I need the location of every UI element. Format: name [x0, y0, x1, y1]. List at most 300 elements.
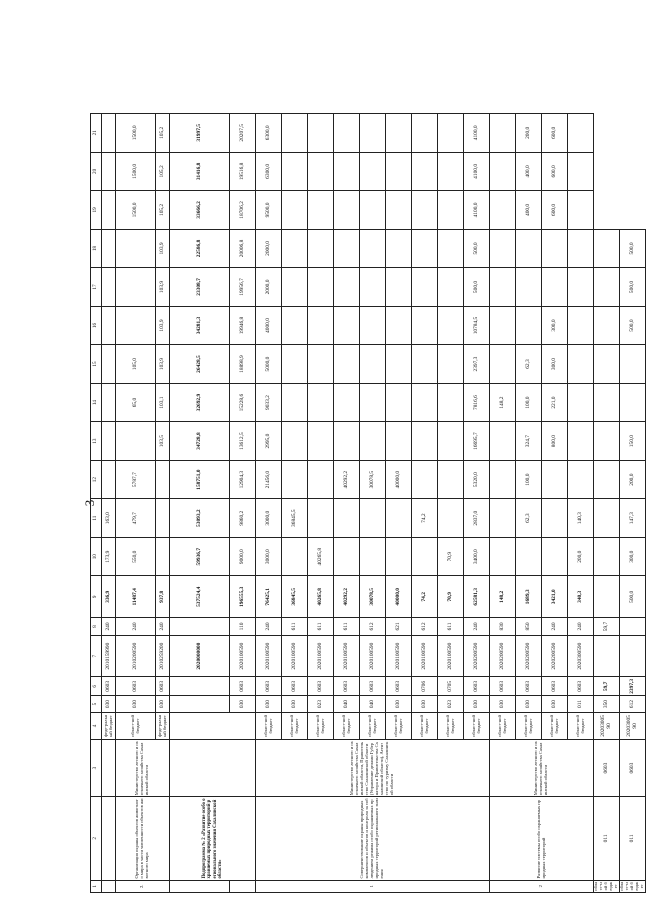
header-cell: 21 — [91, 114, 102, 153]
year-amount-col-13 — [490, 422, 516, 461]
year-amount-col-14 — [594, 499, 620, 538]
year-amount-col-17 — [620, 383, 646, 422]
funding-source: област-ной бюджет — [619, 881, 644, 891]
year-amount-col-15: 26428,5 — [170, 345, 230, 384]
year-amount-col-12 — [594, 576, 620, 618]
code-expense-type: 611 — [334, 618, 360, 636]
year-amount-col-10: 59936,7 — [170, 537, 230, 576]
year-amount-col-16 — [490, 306, 516, 345]
year-amount-col-11: 9860,2 — [230, 499, 256, 538]
year-amount-col-14: 7816,6 — [464, 383, 490, 422]
year-amount-col-12 — [412, 460, 438, 499]
year-amount-col-20: 4100,0 — [464, 152, 490, 191]
year-amount-col-13 — [308, 422, 334, 461]
year-amount-col-16 — [594, 422, 620, 461]
year-amount-col-17: 19956,7 — [230, 268, 256, 307]
year-amount-col-15 — [438, 345, 464, 384]
year-amount-col-16 — [360, 306, 386, 345]
year-amount-col-18 — [620, 345, 646, 384]
year-amount-col-15: 18898,9 — [230, 345, 256, 384]
year-amount-col-19 — [412, 191, 438, 230]
total-amount: 11487,4 — [116, 576, 156, 618]
year-amount-col-21: 1500,0 — [116, 114, 156, 153]
funding-source: област-ной бюджет — [568, 712, 594, 739]
year-amount-col-17: 500,0 — [464, 268, 490, 307]
funding-source: област-ной бюджет — [256, 712, 282, 739]
code-grbs: 030 — [412, 696, 438, 713]
year-amount-col-11 — [156, 499, 170, 538]
total-amount: 2397,3 — [620, 677, 646, 696]
year-amount-col-15 — [102, 345, 116, 384]
year-amount-col-10: 70,9 — [438, 537, 464, 576]
total-amount: 40292,2 — [334, 576, 360, 618]
year-amount-col-11: 74,2 — [412, 499, 438, 538]
year-amount-col-21 — [594, 229, 620, 268]
code-grbs: 030 — [230, 696, 256, 713]
code-section: 0603 — [116, 677, 156, 696]
year-amount-col-21 — [568, 114, 594, 153]
year-amount-col-11: 163,0 — [102, 499, 116, 538]
year-amount-col-16: 19946,8 — [230, 306, 256, 345]
year-amount-col-12 — [542, 460, 568, 499]
total-amount: 74,2 — [412, 576, 438, 618]
year-amount-col-10 — [282, 537, 308, 576]
year-amount-col-13 — [116, 422, 156, 461]
row-number: 1 — [256, 880, 490, 892]
header-cell: 3 — [91, 739, 102, 796]
year-amount-col-13: 300,0 — [620, 537, 646, 576]
year-amount-col-15 — [334, 345, 360, 384]
header-cell: 7 — [91, 635, 102, 677]
year-amount-col-17 — [568, 268, 594, 307]
year-amount-col-16 — [438, 306, 464, 345]
year-amount-col-21 — [386, 114, 412, 153]
year-amount-col-21 — [360, 114, 386, 153]
year-amount-col-11: 62,3 — [516, 499, 542, 538]
year-amount-col-18 — [542, 229, 568, 268]
code-section: 0603 — [360, 677, 386, 696]
code-grbs: 011 — [568, 696, 594, 713]
code-section: 0603 — [308, 677, 334, 696]
total-amount: 937,8 — [156, 576, 170, 618]
header-cell: 19 — [91, 191, 102, 230]
year-amount-col-13 — [412, 422, 438, 461]
year-amount-col-15 — [594, 460, 620, 499]
year-amount-col-10 — [620, 635, 646, 677]
funding-source: област-ной бюджет — [386, 712, 412, 739]
year-amount-col-11: 3000,0 — [256, 499, 282, 538]
year-amount-col-19 — [386, 191, 412, 230]
year-amount-col-16: 103,9 — [156, 306, 170, 345]
year-amount-col-17: 2000,0 — [256, 268, 282, 307]
responsible-party: Министерство лесного и охотничьего хозяйства Сахалинской области, Правительство Сахалинской области (Управление делами Губернатора и Правительства Сахалинской области), Агентство по туризму Сахалинской области — [256, 739, 490, 796]
year-amount-col-14 — [282, 383, 308, 422]
funding-source: област-ной бюджет — [593, 881, 618, 891]
year-amount-col-10 — [490, 537, 516, 576]
year-amount-col-17 — [334, 268, 360, 307]
year-amount-col-19: 600,0 — [542, 191, 568, 230]
year-amount-col-12: 5787,7 — [116, 460, 156, 499]
code-grbs: 030 — [464, 696, 490, 713]
funding-source: феде-ральный бюджет — [102, 712, 116, 739]
year-amount-col-16: 4000,0 — [256, 306, 282, 345]
year-amount-col-18 — [102, 229, 116, 268]
year-amount-col-20 — [102, 152, 116, 191]
year-amount-col-17 — [490, 268, 516, 307]
year-amount-col-21 — [438, 114, 464, 153]
activity-name — [102, 797, 116, 880]
code-grbs: 030 — [156, 696, 170, 713]
year-amount-col-12 — [308, 460, 334, 499]
year-amount-col-10 — [412, 537, 438, 576]
page-number: 3 — [82, 499, 97, 507]
year-amount-col-18 — [490, 229, 516, 268]
code-target: 2020300590 — [620, 712, 646, 739]
year-amount-col-13 — [438, 422, 464, 461]
year-amount-col-13 — [102, 422, 116, 461]
code-grbs: 030 — [490, 696, 516, 713]
year-amount-col-20 — [386, 152, 412, 191]
year-amount-col-11 — [620, 618, 646, 636]
header-cell: 5 — [91, 696, 102, 713]
funding-source: област-ной бюджет — [282, 712, 308, 739]
year-amount-col-10 — [594, 635, 620, 677]
year-amount-col-19: 1500,0 — [116, 191, 156, 230]
code-section: 0706 — [412, 677, 438, 696]
header-cell: 11 — [91, 499, 102, 538]
year-amount-col-18 — [438, 229, 464, 268]
code-target: 2020100590 — [308, 635, 334, 677]
code-expense-type: 240 — [542, 618, 568, 636]
year-amount-col-17 — [516, 268, 542, 307]
year-amount-col-12 — [282, 460, 308, 499]
row-number: 2. — [116, 880, 170, 892]
responsible-party — [102, 739, 116, 796]
year-amount-col-11: 59,7 — [594, 618, 620, 636]
total-amount: 336,9 — [102, 576, 116, 618]
code-expense-type: 110 — [230, 618, 256, 636]
year-amount-col-20: 6300,0 — [256, 152, 282, 191]
year-amount-col-20: 600,0 — [542, 152, 568, 191]
year-amount-col-20 — [360, 152, 386, 191]
code-target: 2020200590 — [464, 635, 490, 677]
year-amount-col-18 — [386, 229, 412, 268]
responsible-party — [170, 739, 256, 796]
code-target: 2020100590 — [360, 635, 386, 677]
code-grbs: 040 — [334, 696, 360, 713]
year-amount-col-14 — [412, 383, 438, 422]
year-amount-col-16: 150,0 — [620, 422, 646, 461]
code-expense-type: 621 — [386, 618, 412, 636]
year-amount-col-20: 31416,8 — [170, 152, 230, 191]
responsible-party: Министерство лесного и охотничьего хозяйства Сахалинской области — [116, 739, 170, 796]
year-amount-col-10: 9000,0 — [230, 537, 256, 576]
funding-source: феде-ральный бюджет — [156, 712, 170, 739]
code-section: 0705 — [438, 677, 464, 696]
budget-table — [90, 113, 646, 893]
year-amount-col-20 — [308, 152, 334, 191]
code-section: 0603 — [542, 677, 568, 696]
year-amount-col-17 — [102, 268, 116, 307]
year-amount-col-17 — [308, 268, 334, 307]
code-section — [170, 677, 230, 696]
total-amount: 59,7 — [594, 677, 620, 696]
year-amount-col-19: 33666,2 — [170, 191, 230, 230]
year-amount-col-12: 5320,0 — [464, 460, 490, 499]
year-amount-col-12: 158751,0 — [170, 460, 230, 499]
year-amount-col-12: 21456,0 — [256, 460, 282, 499]
year-amount-col-10 — [360, 537, 386, 576]
year-amount-col-17: 103,9 — [156, 268, 170, 307]
year-amount-col-14 — [102, 383, 116, 422]
year-amount-col-10: 550,0 — [116, 537, 156, 576]
total-amount: 340,3 — [568, 576, 594, 618]
year-amount-col-21: 4100,0 — [464, 114, 490, 153]
code-expense-type: 612 — [360, 618, 386, 636]
year-amount-col-13: 103,5 — [156, 422, 170, 461]
year-amount-col-21: 500,0 — [620, 229, 646, 268]
year-amount-col-18 — [594, 345, 620, 384]
code-grbs: 030 — [542, 696, 568, 713]
code-section: 0603 — [516, 677, 542, 696]
year-amount-col-10 — [156, 537, 170, 576]
header-cell: 20 — [91, 152, 102, 191]
code-expense-type: 611 — [438, 618, 464, 636]
header-cell: 16 — [91, 306, 102, 345]
year-amount-col-13 — [334, 422, 360, 461]
year-amount-col-15: 62,3 — [516, 345, 542, 384]
year-amount-col-17 — [594, 383, 620, 422]
year-amount-col-19 — [282, 191, 308, 230]
year-amount-col-19: 105,2 — [156, 191, 170, 230]
code-expense-type: 611 — [308, 618, 334, 636]
year-amount-col-19: 500,0 — [620, 306, 646, 345]
year-amount-col-12: 12904,3 — [230, 460, 256, 499]
year-amount-col-21 — [334, 114, 360, 153]
year-amount-col-14 — [334, 383, 360, 422]
header-cell: 12 — [91, 460, 102, 499]
header-cell: 4 — [91, 712, 102, 739]
code-section: 0603 — [386, 677, 412, 696]
year-amount-col-14: 147,3 — [620, 499, 646, 538]
header-row — [91, 114, 102, 893]
year-amount-col-12 — [490, 460, 516, 499]
year-amount-col-20 — [594, 268, 620, 307]
year-amount-col-11: 479,7 — [116, 499, 156, 538]
code-section: 0603 — [282, 677, 308, 696]
year-amount-col-19 — [568, 191, 594, 230]
year-amount-col-20 — [334, 152, 360, 191]
code-expense-type: 350 — [594, 696, 620, 713]
year-amount-col-11 — [360, 499, 386, 538]
year-amount-col-21 — [490, 114, 516, 153]
activity-name: Подпрограмма № 2 «Развитие особо охраняемых природных территорий регионального значения Сахалинской области» — [170, 797, 256, 880]
code-section: 0603 — [568, 677, 594, 696]
code-expense-type — [170, 618, 230, 636]
code-target: 2020100590 — [386, 635, 412, 677]
code-target: 2020200590 — [542, 635, 568, 677]
code-grbs: 030 — [256, 696, 282, 713]
header-cell: 13 — [91, 422, 102, 461]
header-cell: 2 — [91, 797, 102, 880]
total-amount: 196555,3 — [230, 576, 256, 618]
year-amount-col-13 — [282, 422, 308, 461]
year-amount-col-15: 5000,0 — [256, 345, 282, 384]
table-row — [102, 114, 116, 893]
year-amount-col-12 — [568, 460, 594, 499]
funding-source: област-ной бюджет — [412, 712, 438, 739]
year-amount-col-14: 148,2 — [490, 383, 516, 422]
code-expense-type: 240 — [256, 618, 282, 636]
year-amount-col-20 — [438, 152, 464, 191]
row-number — [102, 880, 116, 892]
table-row — [170, 114, 230, 893]
year-amount-col-14: 32692,9 — [170, 383, 230, 422]
responsible-party: Министерство лесного и охотничьего хозяйства Сахалинской области — [490, 739, 594, 796]
row-number — [170, 880, 230, 892]
code-section: 0603 — [256, 677, 282, 696]
year-amount-col-15: 105,0 — [116, 345, 156, 384]
year-amount-col-12: 500,0 — [620, 576, 646, 618]
year-amount-col-19 — [102, 191, 116, 230]
table-row — [256, 114, 282, 893]
year-amount-col-16 — [102, 306, 116, 345]
year-amount-col-13: 34728,8 — [170, 422, 230, 461]
year-amount-col-10: 173,9 — [102, 537, 116, 576]
year-amount-col-19 — [308, 191, 334, 230]
code-expense-type: 240 — [568, 618, 594, 636]
year-amount-col-11: 2837,0 — [464, 499, 490, 538]
year-amount-col-11: 140,3 — [568, 499, 594, 538]
year-amount-col-18: 20006,8 — [230, 229, 256, 268]
year-amount-col-15: 200,0 — [620, 460, 646, 499]
year-amount-col-21 — [102, 114, 116, 153]
year-amount-col-18 — [516, 229, 542, 268]
code-expense-type: 240 — [464, 618, 490, 636]
year-amount-col-21 — [282, 114, 308, 153]
funding-source: област-ной бюджет — [490, 712, 516, 739]
year-amount-col-14 — [568, 383, 594, 422]
funding-source — [170, 712, 256, 739]
table-row — [490, 114, 516, 893]
total-amount: 148,2 — [490, 576, 516, 618]
year-amount-col-18 — [360, 229, 386, 268]
year-amount-col-18: 22586,8 — [170, 229, 230, 268]
year-amount-col-21: 105,2 — [156, 114, 170, 153]
year-amount-col-14 — [386, 383, 412, 422]
year-amount-col-14: 15228,6 — [230, 383, 256, 422]
year-amount-col-15 — [490, 345, 516, 384]
total-amount: 1689,3 — [516, 576, 542, 618]
table-body — [91, 114, 646, 893]
code-expense-type: 830 — [490, 618, 516, 636]
code-section: 0603 — [464, 677, 490, 696]
year-amount-col-11 — [542, 499, 568, 538]
total-amount: 30078,5 — [360, 576, 386, 618]
funding-source: област-ной бюджет — [116, 712, 156, 739]
year-amount-col-19 — [490, 191, 516, 230]
year-amount-col-18: 500,0 — [464, 229, 490, 268]
year-amount-col-14: 9033,2 — [256, 383, 282, 422]
row-number — [230, 880, 256, 892]
code-grbs: 030 — [116, 696, 156, 713]
row-number: 2 — [490, 880, 594, 892]
year-amount-col-14 — [360, 383, 386, 422]
total-amount: 70,9 — [438, 576, 464, 618]
code-target: 2010200590 — [116, 635, 156, 677]
year-amount-col-12 — [156, 460, 170, 499]
year-amount-col-17: 23308,7 — [170, 268, 230, 307]
total-amount: 76425,1 — [256, 576, 282, 618]
year-amount-col-11: 36845,5 — [282, 499, 308, 538]
year-amount-col-20 — [568, 152, 594, 191]
funding-source: област-ной бюджет — [542, 712, 568, 739]
year-amount-col-10 — [386, 537, 412, 576]
year-amount-col-18 — [412, 229, 438, 268]
year-amount-col-12 — [102, 460, 116, 499]
year-amount-col-13: 324,7 — [516, 422, 542, 461]
code-section: 0603 — [620, 739, 646, 796]
year-amount-col-11 — [308, 499, 334, 538]
code-section: 0603 — [334, 677, 360, 696]
year-amount-col-16: 34281,3 — [170, 306, 230, 345]
year-amount-col-15 — [282, 345, 308, 384]
year-amount-col-18 — [116, 229, 156, 268]
year-amount-col-11 — [438, 499, 464, 538]
funding-source: област-ной бюджет — [308, 712, 334, 739]
code-grbs: 030 — [516, 696, 542, 713]
year-amount-col-20 — [282, 152, 308, 191]
year-amount-col-16 — [282, 306, 308, 345]
year-amount-col-12 — [438, 460, 464, 499]
year-amount-col-16 — [412, 306, 438, 345]
total-amount: 537524,4 — [170, 576, 230, 618]
year-amount-col-11 — [334, 499, 360, 538]
code-expense-type: 240 — [156, 618, 170, 636]
year-amount-col-16 — [568, 306, 594, 345]
code-section: 0603 — [594, 739, 620, 796]
table-row — [594, 114, 620, 893]
code-target: 2010159990 — [102, 635, 116, 677]
year-amount-col-17 — [438, 268, 464, 307]
year-amount-col-14 — [308, 383, 334, 422]
year-amount-col-18 — [308, 229, 334, 268]
year-amount-col-17 — [386, 268, 412, 307]
table-row — [620, 114, 646, 893]
year-amount-col-16 — [116, 306, 156, 345]
header-cell: 18 — [91, 229, 102, 268]
year-amount-col-18: 2000,0 — [256, 229, 282, 268]
header-cell: 9 — [91, 576, 102, 618]
year-amount-col-10: 3400,0 — [464, 537, 490, 576]
year-amount-col-15: 2397,3 — [464, 345, 490, 384]
year-amount-col-10 — [516, 537, 542, 576]
year-amount-col-21: 200,0 — [516, 114, 542, 153]
year-amount-col-16 — [386, 306, 412, 345]
code-expense-type: 612 — [412, 618, 438, 636]
header-cell: 6 — [91, 677, 102, 696]
year-amount-col-17 — [412, 268, 438, 307]
year-amount-col-19 — [334, 191, 360, 230]
year-amount-col-20: 1500,0 — [116, 152, 156, 191]
year-amount-col-13 — [360, 422, 386, 461]
year-amount-col-20: 105,2 — [156, 152, 170, 191]
code-expense-type: 240 — [116, 618, 156, 636]
code-grbs: 011 — [594, 797, 620, 880]
header-cell: 8 — [91, 618, 102, 636]
total-amount: 62581,3 — [464, 576, 490, 618]
total-amount: 40265,8 — [308, 576, 334, 618]
